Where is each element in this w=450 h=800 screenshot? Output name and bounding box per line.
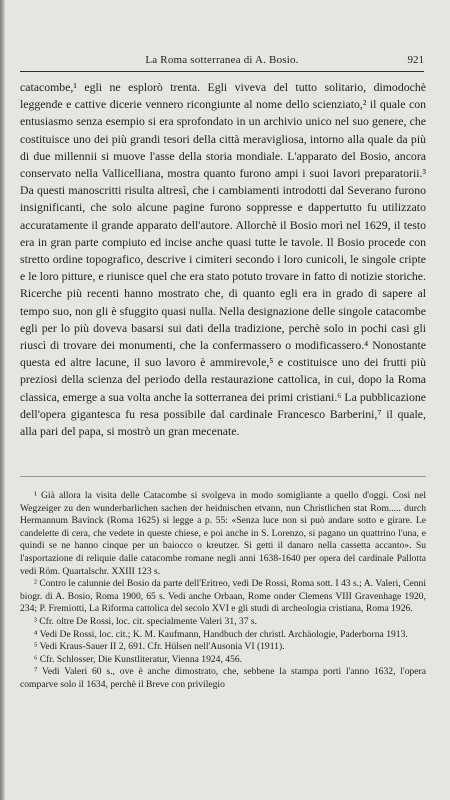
page-number: 921 [407,54,424,66]
footnote-1: ¹ Già allora la visita delle Catacombe si svolgeva in modo somigliante a quello d'oggi. Così nel Wegzeiger zu den wunderbarlichen sachen der heidnischen etvann, nun Christlichen stat Rom..... durch Hermannum Bavinck (Roma 1625) si legge a p. 55: «Senza luce non si può andare sotto e girare. Le candelette di cera, che vedete in queste chiese, e poi anche in S. Lorenzo, si pagano un quattrino l'una, e quindi se ne hanno cinque per un baiocco o kreutzer. Si getti il danaro nella cassetta accanto». Su l'asportazione di reliquie dalle catacombe romane negli anni 1638-1640 per opera del cardinale Pallotta vedi Röm. Quartalschr. XXIII 123 s. [20,490,426,577]
body-paragraph: catacombe,¹ egli ne esplorò trenta. Egli viveva del tutto solitario, dimodochè leggende e cattive dicerie vennero ricongiunte al nome dello scienziato,² il quale con entusiasmo senza esempio si era sprofondato in un archivio unico nel suo genere, che costituisce uno dei più grandi tesori della città meravigliosa, intorno alla quale da più di due millennii si muove l'asse della storia mondiale. L'apparato del Bosio, ancora conservato nella Vallicelliana, mostra quanto furono ampi i suoi lavori preparatorii.³ Da questi manoscritti risulta altresì, che i cambiamenti introdotti dal Severano furono insignificanti, che solo alcune pagine furono soppresse e dappertutto fu utilizzato accuratamente il grande apparato dell'autore. Allorchè il Bosio morì nel 1629, il testo era in gran parte compiuto ed incise anche quasi tutte le tavole. Il Bosio procede con stretto ordine topografico, descrive i cimiteri secondo i loro cunicoli, le singole cripte e le loro pitture, e riunisce quel che era stato potuto trovare in fatto di notizie storiche. Ricerche più recenti hanno mostrato che, di quanto egli era in grado di sapere al tempo suo, non gli è sfuggito quasi nulla. Nella designazione delle singole catacombe egli per lo più doveva basarsi sui dati della tradizione, perchè solo in pochi casi gli riuscì di trovare dei monumenti, che la confermassero o modificassero.⁴ Nonostante questa ed altre lacune, il suo lavoro è ammirevole,⁵ e costituisce uno dei frutti più preziosi della scienza del periodo della restaurazione cattolica, in cui, dopo la Roma classica, emerge a sua volta anche la sotterranea dei primi cristiani.⁶ La pubblicazione dell'opera gigantesca fu resa possibile dal cardinale Francesco Barberini,⁷ il quale, alla pari del papa, si mostrò un gran mecenate. [20,80,426,439]
footnote-5: ⁵ Vedi Kraus-Sauer II 2, 691. Cfr. Hülsen nell'Ausonia VI (1911). [34,641,285,653]
footnote-6: ⁶ Cfr. Schlosser, Die Kunstliteratur, Vienna 1924, 456. [34,653,243,665]
footnote-3: ³ Cfr. oltre De Rossi, loc. cit. specialmente Valeri 31, 37 s. [34,615,258,627]
footnote-2: ² Contro le calunnie del Bosio da parte dell'Eritreo, vedi De Rossi, Roma sott. I 43 s.; A. Valeri, Cenni biogr. di A. Bosio, Roma 1900, 65 s. Vedi anche Orbaan, Rome onder Clemens VIII Gravenhage 1920, 234; P. Fremiotti, La Riforma cattolica del secolo XVI e gli studi di archeologia cristiana, Roma 1926. [20,578,426,615]
main-text [20,79,426,440]
running-header [20,51,424,72]
footnote-7: ⁷ Vedi Valeri 60 s., ove è anche dimostrato, che, sebbene la stampa porti l'anno 1632, l'opera comparve solo il 1634, perchè il Breve con privilegio [20,666,426,690]
running-title: La Roma sotterranea di A. Bosio. [145,54,299,66]
footnote-4: ⁴ Vedi De Rossi, loc. cit.; K. M. Kaufmann, Handbuch der christl. Archäologie, Paderborna 1913. [34,628,408,640]
footnote-separator [20,476,426,477]
page-edge-shadow [0,0,5,800]
footnotes [20,490,426,692]
